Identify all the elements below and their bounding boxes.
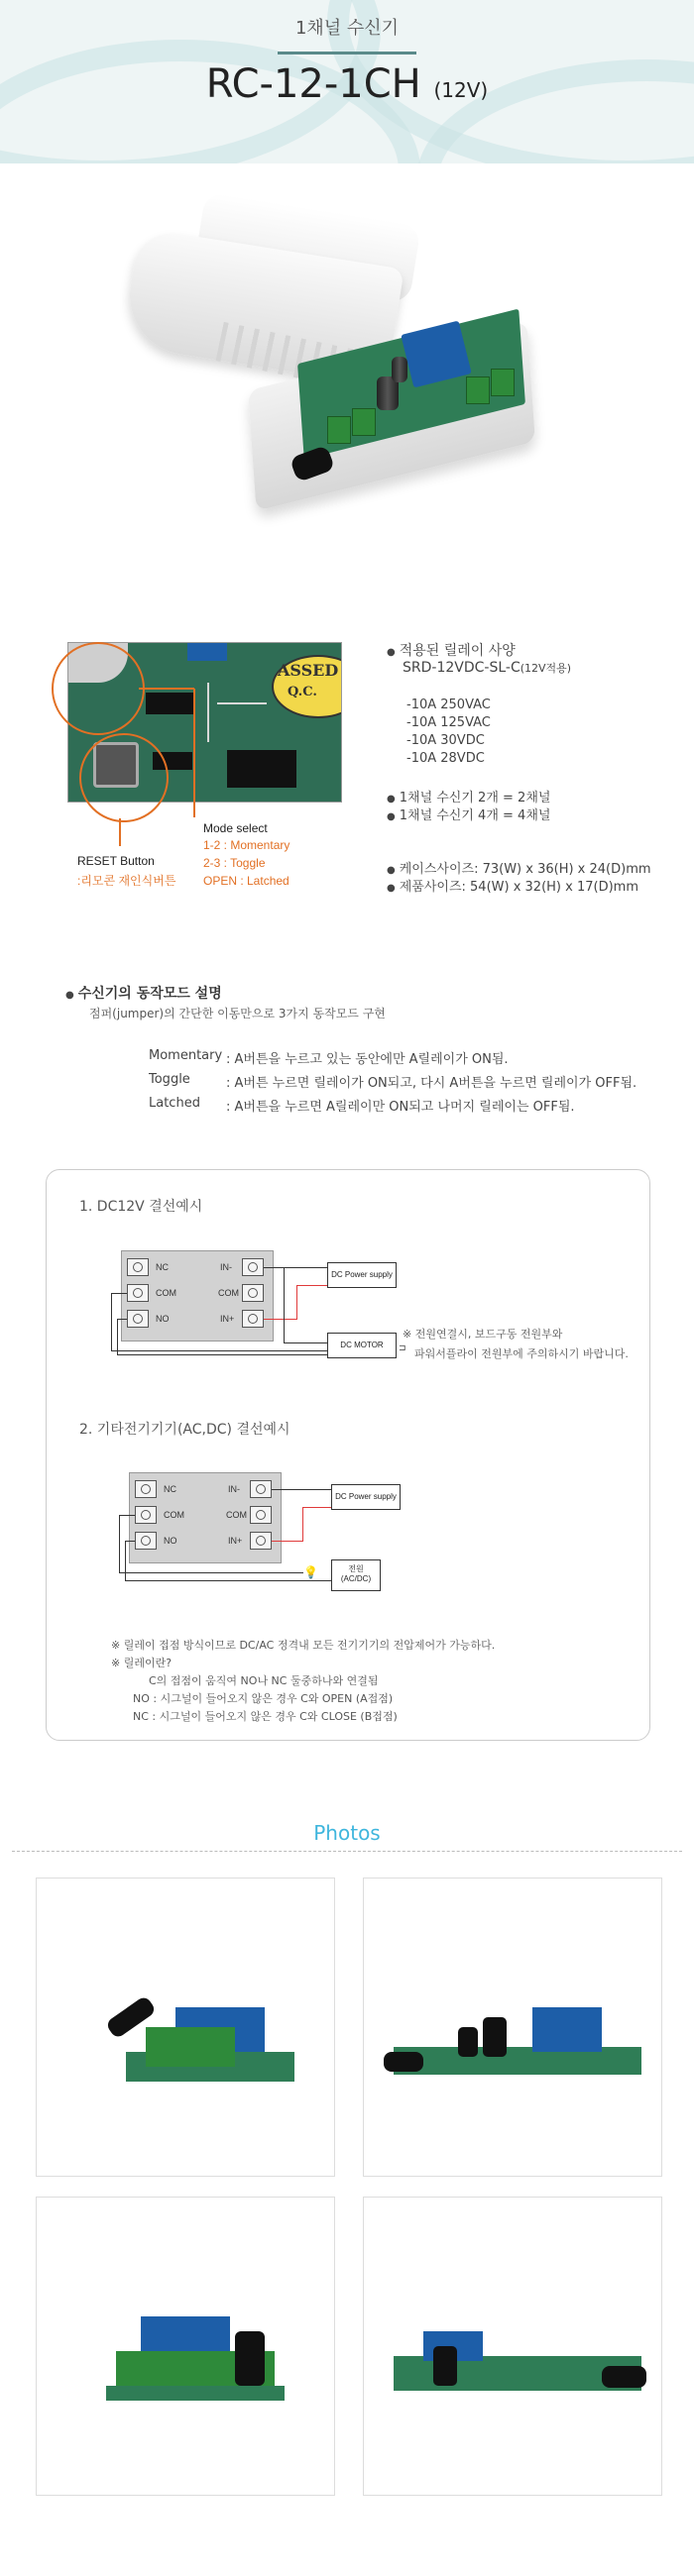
- spec-product-size: [387, 876, 638, 895]
- relay: [532, 2007, 602, 2052]
- wire-red: [264, 1319, 297, 1320]
- relay-note: NC : 시그널이 들어오지 않은 경우 C와 CLOSE (B접점): [133, 1710, 398, 1723]
- capacitor: [235, 2331, 265, 2386]
- wire: [111, 1293, 127, 1294]
- bullet-icon: ●: [387, 794, 396, 805]
- terminal-pin: [250, 1480, 272, 1498]
- wire: [117, 1319, 127, 1320]
- qc-stamp-text: ASSED: [278, 661, 339, 680]
- terminal-pin: [242, 1258, 264, 1276]
- pin-label: NO: [156, 1314, 170, 1324]
- modes-subheading: 점퍼(jumper)의 간단한 이동만으로 3가지 동작모드 구현: [89, 1007, 386, 1020]
- ic-chip: [146, 693, 195, 714]
- pin-label: IN+: [220, 1314, 235, 1324]
- product-terminal: [327, 416, 351, 444]
- capacitor: [433, 2346, 457, 2386]
- bullet-icon: ●: [387, 647, 396, 658]
- mode-name: Momentary: [149, 1048, 223, 1063]
- mode-select-2: 2-3 : Toggle: [203, 856, 266, 870]
- photos-divider: [12, 1851, 682, 1852]
- product-photo: [36, 2197, 335, 2496]
- spec-channel-text: 1채널 수신기 4개 = 4채널: [399, 808, 551, 823]
- spec-rating: -10A 28VDC: [406, 751, 485, 766]
- bullet-icon: ●: [387, 865, 396, 876]
- pin-label: COM: [164, 1510, 184, 1520]
- mode-desc: : A버튼을 누르면 A릴레이만 ON되고 나머지 릴레이는 OFF됨.: [226, 1100, 575, 1115]
- pin-label: IN-: [220, 1262, 232, 1272]
- pin-label: NO: [164, 1536, 177, 1546]
- wire: [111, 1293, 112, 1350]
- terminal-pin: [135, 1532, 157, 1550]
- terminal-pin: [250, 1506, 272, 1524]
- relay-note: ※ 릴레이란?: [111, 1657, 173, 1669]
- product-capacitor: [392, 357, 407, 382]
- pin-label: COM: [156, 1288, 176, 1298]
- terminal-pin: [242, 1310, 264, 1328]
- wire-red: [296, 1285, 297, 1320]
- product-voltage: (12V): [433, 78, 489, 102]
- lamp-icon: 💡: [303, 1565, 318, 1579]
- pin-label: IN+: [228, 1536, 243, 1546]
- mode-select-1: 1-2 : Momentary: [203, 838, 290, 852]
- terminal-pin: [135, 1480, 157, 1498]
- terminal-block: [146, 2027, 235, 2067]
- modes-heading: [65, 983, 222, 1003]
- spec-relay-model-note: (12V적용): [520, 662, 572, 675]
- wire: [125, 1541, 126, 1580]
- wire-red: [272, 1541, 303, 1542]
- dc-motor-box: DC MOTOR: [327, 1333, 397, 1358]
- product-terminal: [466, 376, 490, 404]
- mode-select-3: OPEN : Latched: [203, 874, 289, 888]
- spec-relay-heading: [387, 640, 516, 660]
- wire: [264, 1267, 327, 1268]
- mode-name: Latched: [149, 1096, 200, 1111]
- terminal-pin: [242, 1284, 264, 1302]
- pcb: [106, 2386, 285, 2401]
- mode-select-leader-line: [139, 688, 194, 690]
- pcb-trace: [217, 702, 267, 704]
- reset-button-highlight: [79, 733, 169, 822]
- spec-channel: [387, 787, 550, 805]
- product-terminal: [352, 408, 376, 436]
- power-source-box: [331, 1559, 381, 1591]
- spec-relay-model: [403, 660, 571, 676]
- terminal-pin: [127, 1310, 149, 1328]
- wiring-title-1: 1. DC12V 결선예시: [79, 1199, 203, 1215]
- relay-note: NO : 시그널이 들어오지 않은 경우 C와 OPEN (A접점): [133, 1692, 394, 1705]
- modes-heading-text: 수신기의 동작모드 설명: [77, 986, 222, 1002]
- page-title: [0, 61, 694, 107]
- pin-label: NC: [156, 1262, 169, 1272]
- spec-product-size-text: 제품사이즈: 54(W) x 32(H) x 17(D)mm: [399, 880, 638, 895]
- terminal-pin: [250, 1532, 272, 1550]
- pin-label: NC: [164, 1484, 176, 1494]
- wire: [119, 1515, 135, 1516]
- product-photo: [363, 1878, 662, 2177]
- spec-rating: -10A 125VAC: [406, 715, 491, 730]
- dc-power-supply-box: DC Power supply: [331, 1484, 401, 1510]
- product-name: RC-12-1CH: [205, 61, 421, 107]
- wire: [125, 1541, 135, 1542]
- wiring-note: ※ 전원연결시, 보드구동 전원부와: [403, 1328, 563, 1341]
- wire: [284, 1342, 327, 1343]
- spec-channel-text: 1채널 수신기 2개 = 2채널: [399, 791, 551, 805]
- terminal-pin: [127, 1284, 149, 1302]
- wiring-title-2: 2. 기타전기기기(AC,DC) 결선예시: [79, 1422, 290, 1438]
- mode-name: Toggle: [149, 1072, 190, 1087]
- pin-label: IN-: [228, 1484, 240, 1494]
- spec-relay-heading-text: 적용된 릴레이 사양: [399, 643, 516, 659]
- wiring-note: 파워서플라이 전원부에 주의하시기 바랍니다.: [414, 1347, 629, 1360]
- power-source-label: 전원: [348, 1564, 364, 1573]
- mode-select-leader-line: [193, 689, 195, 817]
- mode-select-label: Mode select: [203, 821, 268, 835]
- spec-case-size: [387, 858, 651, 877]
- capacitor: [483, 2017, 507, 2057]
- wire: [119, 1515, 120, 1572]
- bullet-icon: ●: [65, 990, 74, 1001]
- antenna: [602, 2366, 646, 2388]
- bullet-icon: ●: [387, 883, 396, 894]
- mode-desc: : A버튼을 누르고 있는 동안에만 A릴레이가 ON됨.: [226, 1052, 509, 1067]
- wire: [125, 1580, 331, 1581]
- relay: [187, 643, 227, 661]
- wire-red: [302, 1507, 303, 1542]
- wire: [284, 1267, 285, 1342]
- power-source-sublabel: (AC/DC): [340, 1574, 372, 1583]
- qc-stamp-subtext: Q.C.: [288, 685, 317, 699]
- pcb: [394, 2047, 641, 2075]
- reset-button-desc: :리모콘 재인식버튼: [77, 874, 176, 888]
- product-photo: [363, 2197, 662, 2496]
- pin-label: COM: [226, 1510, 247, 1520]
- wire: [111, 1350, 327, 1351]
- pcb-trace: [207, 683, 209, 742]
- motor-shaft-icon: ⊐: [399, 1343, 406, 1353]
- reset-button-label: RESET Button: [77, 854, 155, 868]
- spec-relay-model-text: SRD-12VDC-SL-C: [403, 660, 520, 676]
- wire: [119, 1572, 303, 1573]
- bullet-icon: ●: [387, 811, 396, 822]
- mode-desc: : A버튼 누르면 릴레이가 ON되고, 다시 A버튼을 누르면 릴레이가 OFF됨.: [226, 1076, 637, 1091]
- wire-red: [296, 1285, 327, 1286]
- title-divider: [278, 52, 416, 54]
- antenna: [384, 2052, 423, 2072]
- dc-power-supply-box: DC Power supply: [327, 1262, 397, 1288]
- terminal-pin: [135, 1506, 157, 1524]
- wire: [117, 1354, 327, 1355]
- pin-label: COM: [218, 1288, 239, 1298]
- wire: [272, 1489, 331, 1490]
- terminal-pin: [127, 1258, 149, 1276]
- spec-channel: [387, 805, 550, 823]
- ic-chip: [227, 750, 296, 788]
- mode-jumper-highlight: [52, 642, 145, 735]
- spec-rating: -10A 250VAC: [406, 698, 491, 712]
- capacitor: [458, 2027, 478, 2057]
- wire-red: [302, 1507, 331, 1508]
- spec-case-size-text: 케이스사이즈: 73(W) x 36(H) x 24(D)mm: [399, 862, 651, 877]
- product-photo: [36, 1878, 335, 2177]
- product-terminal: [491, 369, 515, 396]
- qc-stamp: [272, 655, 342, 718]
- spec-rating: -10A 30VDC: [406, 733, 485, 748]
- relay-note: ※ 릴레이 접점 방식이므로 DC/AC 정격내 모든 전기기기의 전압제어가 가능하다.: [111, 1639, 496, 1652]
- relay: [141, 2316, 230, 2356]
- reset-leader-line: [119, 818, 121, 846]
- relay-note: C의 접점이 움직여 NO나 NC 둘중하나와 연결됨: [149, 1674, 379, 1687]
- page-subtitle: 1채널 수신기: [294, 18, 400, 39]
- wire: [117, 1319, 118, 1354]
- photos-title: Photos: [313, 1821, 381, 1845]
